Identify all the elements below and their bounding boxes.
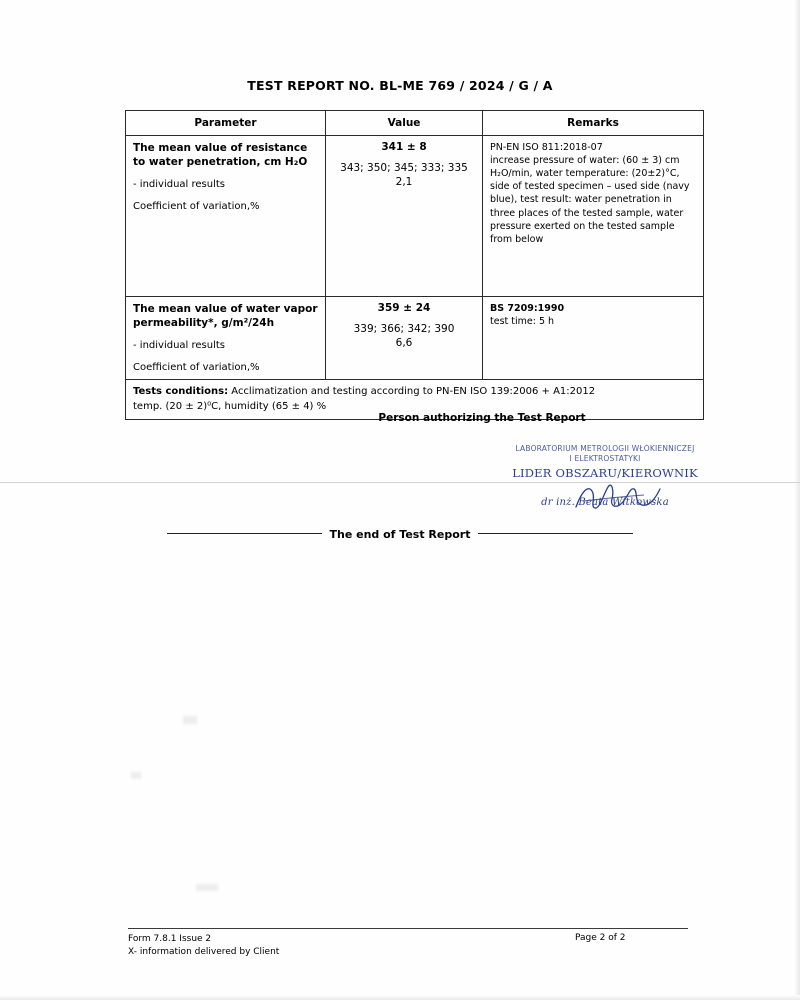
scan-artifact (183, 716, 197, 724)
end-of-report-text: The end of Test Report (329, 528, 471, 541)
end-rule-right (478, 533, 633, 534)
scan-artifact (131, 772, 141, 779)
test-conditions-line-1: Acclimatization and testing according to PN-EN ISO 139:2006 + A1:2012 (228, 386, 596, 398)
footer-page-number: Page 2 of 2 (575, 933, 626, 943)
scan-edge-right (794, 0, 800, 1000)
value-mean: 341 ± 8 (381, 141, 427, 153)
footer-note: X- information delivered by Client (128, 947, 280, 958)
value-individual-results: 343; 350; 345; 333; 335 (340, 162, 468, 174)
value-cell (326, 297, 483, 380)
parameter-name: The mean value of resistance to water penetration, cm H₂O (133, 142, 308, 169)
value-mean: 359 ± 24 (377, 302, 431, 314)
parameter-cell (126, 297, 326, 380)
value-coefficient-of-variation: 2,1 (395, 176, 413, 188)
remarks-detail: increase pressure of water: (60 ± 3) cm H₂O/min, water temperature: (20±2)°C, side of tested specimen – used side (navy blue), test result: water penetration in three places of the tested sample, water pressure exerted on the tested sample from below (490, 155, 690, 245)
parameter-cell (126, 136, 326, 297)
value-cell (326, 136, 483, 297)
test-results-table (125, 110, 704, 420)
column-header-parameter: Parameter (126, 111, 326, 136)
end-rule-left (167, 533, 322, 534)
remarks-detail: test time: 5 h (490, 316, 555, 328)
value-coefficient-of-variation: 6,6 (395, 337, 413, 349)
stamp-line-2: I ELEKTROSTATYKI (569, 454, 641, 463)
value-individual-results: 339; 366; 342; 390 (353, 323, 455, 335)
handwritten-signature-icon (572, 479, 662, 513)
column-header-remarks: Remarks (483, 111, 704, 136)
column-header-value: Value (326, 111, 483, 136)
parameter-individual-results-label: - individual results (133, 340, 225, 352)
remarks-cell (483, 136, 704, 297)
page-title: TEST REPORT NO. BL-ME 769 / 2024 / G / A (247, 78, 553, 93)
table-row (126, 136, 704, 297)
test-conditions-line-2: temp. (20 ± 2)⁰C, humidity (65 ± 4) % (133, 400, 327, 412)
scan-edge-bottom (0, 995, 800, 1000)
table-header-row (126, 111, 704, 136)
remarks-cell (483, 297, 704, 380)
table-row (126, 297, 704, 380)
footer-divider (128, 928, 688, 929)
remarks-standard: PN-EN ISO 811:2018-07 (490, 142, 603, 153)
test-conditions-label: Tests conditions: (133, 386, 229, 398)
stamp-line-3: LIDER OBSZARU/KIEROWNIK (512, 466, 698, 480)
end-of-report-row (0, 528, 800, 541)
scan-artifact (196, 884, 218, 891)
authorizing-person-text: Person authorizing the Test Report (378, 412, 586, 424)
parameter-name: The mean value of water vapor permeability*, g/m²/24h (133, 303, 318, 330)
stamp-line-1: LABORATORIUM METROLOGII WŁÓKIENNICZEJ (515, 444, 695, 453)
footer-form-id: Form 7.8.1 Issue 2 (128, 934, 212, 944)
authorizing-person-label (0, 412, 800, 424)
parameter-individual-results-label: - individual results (133, 179, 225, 191)
footer-left (128, 933, 279, 959)
parameter-coefficient-label: Coefficient of variation,% (133, 362, 260, 374)
page-fold-line (0, 482, 800, 483)
parameter-coefficient-label: Coefficient of variation,% (133, 201, 260, 213)
stamp-signatory-name: dr inż. Beata Witkowska (541, 497, 669, 508)
remarks-standard: BS 7209:1990 (490, 303, 565, 314)
